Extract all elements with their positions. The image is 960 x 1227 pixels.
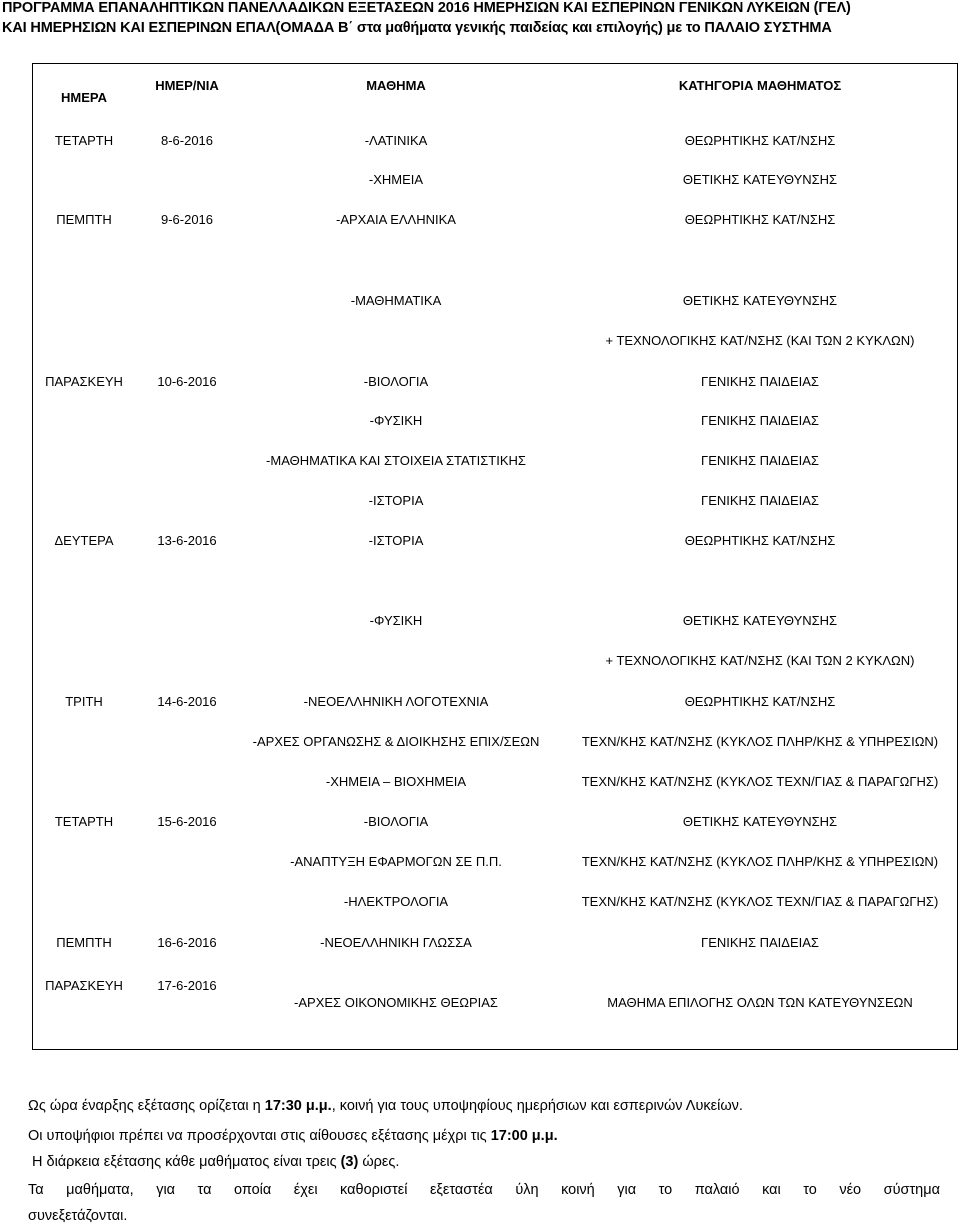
row-date: 13-6-2016 [157,533,217,548]
header-line-1: ΠΡΟΓΡΑΜΜΑ ΕΠΑΝΑΛΗΠΤΙΚΩΝ ΠΑΝΕΛΛΑΔΙΚΩΝ ΕΞΕΤΑΣΕΩΝ 2016 ΗΜΕΡΗΣΙΩΝ ΚΑΙ ΕΣΠΕΡΙΝΩΝ ΓΕΝΙΚΩΝ ΛΥΚΕΙΩΝ (ΓΕΛ) [2,0,851,16]
row-subject: -ΙΣΤΟΡΙΑ [368,533,424,548]
row-category: ΓΕΝΙΚΗΣ ΠΑΙΔΕΙΑΣ [701,453,819,468]
row-day: ΠΕΜΠΤΗ [56,212,112,227]
row-category: ΘΕΤΙΚΗΣ ΚΑΤΕΥΘΥΝΣΗΣ [682,814,838,829]
column-header-subject: ΜΑΘΗΜΑ [366,78,426,93]
row-date: 15-6-2016 [157,814,217,829]
column-header-date: ΗΜΕΡ/ΝΙΑ [155,78,219,93]
row-category: ΓΕΝΙΚΗΣ ΠΑΙΔΕΙΑΣ [701,493,819,508]
row-subject: -ΜΑΘΗΜΑΤΙΚΑ ΚΑΙ ΣΤΟΙΧΕΙΑ ΣΤΑΤΙΣΤΙΚΗΣ [266,453,526,468]
row-day: ΤΕΤΑΡΤΗ [54,133,114,148]
row-subject: -ΧΗΜΕΙΑ – ΒΙΟΧΗΜΕΙΑ [325,774,467,789]
row-subject: -ΑΡΧΕΣ ΟΙΚΟΝΟΜΙΚΗΣ ΘΕΩΡΙΑΣ [294,995,498,1010]
row-subject: -ΑΡΧΕΣ ΟΡΓΑΝΩΣΗΣ & ΔΙΟΙΚΗΣΗΣ ΕΠΙΧ/ΣΕΩΝ [252,734,540,749]
row-category: ΓΕΝΙΚΗΣ ΠΑΙΔΕΙΑΣ [701,935,819,950]
note-start-time: Ως ώρα έναρξης εξέτασης ορίζεται η 17:30 μ.μ., κοινή για τους υποψηφίους ημερήσιων και εσπερινών Λυκείων. [28,1098,743,1114]
row-subject: -ΦΥΣΙΚΗ [369,613,423,628]
row-date: 9-6-2016 [160,212,214,227]
row-category: ΓΕΝΙΚΗΣ ΠΑΙΔΕΙΑΣ [701,374,819,389]
row-day: ΔΕΥΤΕΡΑ [54,533,114,548]
start-time-value: 17:30 μ.μ. [264,1098,332,1114]
column-header-day: ΗΜΕΡΑ [61,90,107,105]
row-subject: -ΒΙΟΛΟΓΙΑ [363,814,429,829]
row-category: ΜΑΘΗΜΑ ΕΠΙΛΟΓΗΣ ΟΛΩΝ ΤΩΝ ΚΑΤΕΥΘΥΝΣΕΩΝ [607,995,913,1010]
row-category: ΘΕΩΡΗΤΙΚΗΣ ΚΑΤ/ΝΣΗΣ [684,694,836,709]
row-category: ΤΕΧΝ/ΚΗΣ ΚΑΤ/ΝΣΗΣ (ΚΥΚΛΟΣ ΠΛΗΡ/ΚΗΣ & ΥΠΗΡΕΣΙΩΝ) [581,734,939,749]
row-subject: -ΑΡΧΑΙΑ ΕΛΛΗΝΙΚΑ [336,212,456,227]
row-subject: -ΒΙΟΛΟΓΙΑ [363,374,429,389]
row-day: ΤΕΤΑΡΤΗ [54,814,114,829]
row-category: ΘΕΩΡΗΤΙΚΗΣ ΚΑΤ/ΝΣΗΣ [684,212,836,227]
note-common-syllabus: Τα μαθήματα, για τα οποία έχει καθοριστεί εξεταστέα ύλη κοινή για το παλαιό και το νέο σύστημα [28,1182,940,1198]
row-subject: -ΝΕΟΕΛΛΗΝΙΚΗ ΛΟΓΟΤΕΧΝΙΑ [303,694,489,709]
row-subject: -ΧΗΜΕΙΑ [368,172,424,187]
row-subject: -ΜΑΘΗΜΑΤΙΚΑ [350,293,442,308]
row-category: ΤΕΧΝ/ΚΗΣ ΚΑΤ/ΝΣΗΣ (ΚΥΚΛΟΣ ΠΛΗΡ/ΚΗΣ & ΥΠΗΡΕΣΙΩΝ) [581,854,939,869]
header-line-2: ΚΑΙ ΗΜΕΡΗΣΙΩΝ ΚΑΙ ΕΣΠΕΡΙΝΩΝ ΕΠΑΛ(ΟΜΑΔΑ Β΄ στα μαθήματα γενικής παιδείας και επιλογής) με το ΠΑΛΑΙΟ ΣΥΣΤΗΜΑ [2,20,832,36]
row-subject: -ΦΥΣΙΚΗ [369,413,423,428]
note-common-syllabus-end: συνεξετάζονται. [28,1208,128,1224]
exam-schedule-table [32,63,958,1050]
row-category: ΤΕΧΝ/ΚΗΣ ΚΑΤ/ΝΣΗΣ (ΚΥΚΛΟΣ ΤΕΧΝ/ΓΙΑΣ & ΠΑΡΑΓΩΓΗΣ) [581,894,939,909]
row-date: 14-6-2016 [157,694,217,709]
arrival-time-value: 17:00 μ.μ. [490,1128,558,1144]
row-category: + ΤΕΧΝΟΛΟΓΙΚΗΣ ΚΑΤ/ΝΣΗΣ (ΚΑΙ ΤΩΝ 2 ΚΥΚΛΩΝ) [605,653,915,668]
row-category: ΘΕΤΙΚΗΣ ΚΑΤΕΥΘΥΝΣΗΣ [682,172,838,187]
row-day: ΠΑΡΑΣΚΕΥΗ [45,978,123,993]
row-date: 8-6-2016 [160,133,214,148]
duration-value: (3) [340,1154,359,1170]
row-category: ΘΕΤΙΚΗΣ ΚΑΤΕΥΘΥΝΣΗΣ [682,613,838,628]
row-category: ΘΕΤΙΚΗΣ ΚΑΤΕΥΘΥΝΣΗΣ [682,293,838,308]
row-subject: -ΑΝΑΠΤΥΞΗ ΕΦΑΡΜΟΓΩΝ ΣΕ Π.Π. [290,854,502,869]
row-subject: -ΗΛΕΚΤΡΟΛΟΓΙΑ [343,894,449,909]
note-duration: Η διάρκεια εξέτασης κάθε μαθήματος είναι τρεις (3) ώρες. [32,1154,400,1170]
row-category: + ΤΕΧΝΟΛΟΓΙΚΗΣ ΚΑΤ/ΝΣΗΣ (ΚΑΙ ΤΩΝ 2 ΚΥΚΛΩΝ) [605,333,915,348]
row-category: ΤΕΧΝ/ΚΗΣ ΚΑΤ/ΝΣΗΣ (ΚΥΚΛΟΣ ΤΕΧΝ/ΓΙΑΣ & ΠΑΡΑΓΩΓΗΣ) [581,774,939,789]
row-subject: -ΛΑΤΙΝΙΚΑ [364,133,428,148]
row-date: 17-6-2016 [157,978,217,993]
row-day: ΠΕΜΠΤΗ [56,935,112,950]
row-date: 10-6-2016 [157,374,217,389]
row-date: 16-6-2016 [157,935,217,950]
row-category: ΘΕΩΡΗΤΙΚΗΣ ΚΑΤ/ΝΣΗΣ [684,133,836,148]
note-arrival-time: Οι υποψήφιοι πρέπει να προσέρχονται στις αίθουσες εξέτασης μέχρι τις 17:00 μ.μ. [28,1128,558,1144]
row-day: ΤΡΙΤΗ [65,694,103,709]
row-subject: -ΙΣΤΟΡΙΑ [368,493,424,508]
column-header-category: ΚΑΤΗΓΟΡΙΑ ΜΑΘΗΜΑΤΟΣ [678,78,842,93]
row-day: ΠΑΡΑΣΚΕΥΗ [45,374,123,389]
row-category: ΓΕΝΙΚΗΣ ΠΑΙΔΕΙΑΣ [701,413,819,428]
row-subject: -ΝΕΟΕΛΛΗΝΙΚΗ ΓΛΩΣΣΑ [320,935,472,950]
row-category: ΘΕΩΡΗΤΙΚΗΣ ΚΑΤ/ΝΣΗΣ [684,533,836,548]
